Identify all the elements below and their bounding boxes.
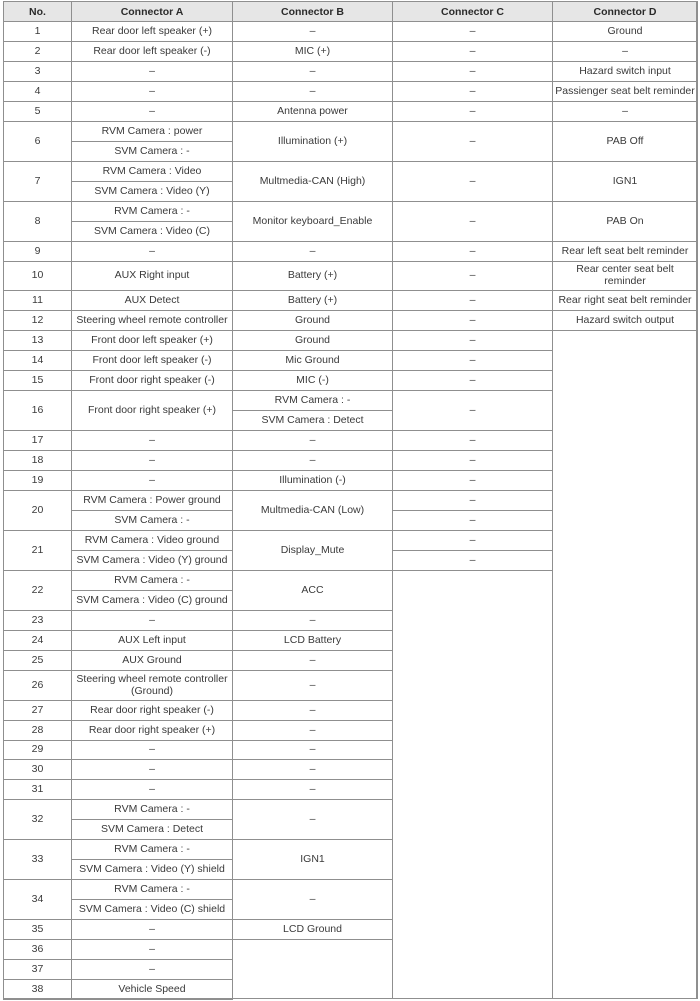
connector-c-cell: – bbox=[392, 81, 553, 102]
connector-c-cell: – bbox=[392, 550, 553, 571]
connector-b-cell: Ground bbox=[232, 330, 393, 351]
connector-a-cell: RVM Camera : - bbox=[71, 201, 233, 222]
pin-number-cell: 37 bbox=[3, 959, 72, 980]
connector-a-cell: SVM Camera : Video (Y) ground bbox=[71, 550, 233, 571]
connector-c-cell: – bbox=[392, 101, 553, 122]
connector-c-cell: – bbox=[392, 490, 553, 511]
connector-a-cell: – bbox=[71, 779, 233, 800]
connector-d-cell: Rear right seat belt reminder bbox=[552, 290, 698, 311]
connector-b-cell: Monitor keyboard_Enable bbox=[232, 201, 393, 242]
connector-pinout-table bbox=[3, 1, 697, 999]
connector-c-cell: – bbox=[392, 390, 553, 431]
pin-number-cell: 5 bbox=[3, 101, 72, 122]
pin-number-cell: 29 bbox=[3, 740, 72, 760]
connector-a-cell: Steering wheel remote controller bbox=[71, 310, 233, 331]
connector-a-cell: AUX Detect bbox=[71, 290, 233, 311]
pin-number-cell: 16 bbox=[3, 390, 72, 431]
pin-number-cell: 20 bbox=[3, 490, 72, 531]
connector-a-cell: AUX Left input bbox=[71, 630, 233, 651]
connector-c-cell: – bbox=[392, 330, 553, 351]
connector-c-cell: – bbox=[392, 530, 553, 551]
pin-number-cell: 24 bbox=[3, 630, 72, 651]
pin-number-cell: 18 bbox=[3, 450, 72, 471]
pin-number-cell: 36 bbox=[3, 939, 72, 960]
connector-a-cell: SVM Camera : Video (C) shield bbox=[71, 899, 233, 920]
connector-a-cell: SVM Camera : - bbox=[71, 510, 233, 531]
connector-a-cell: Front door right speaker (+) bbox=[71, 390, 233, 431]
connector-a-cell: – bbox=[71, 740, 233, 760]
connector-a-cell: Rear door left speaker (+) bbox=[71, 21, 233, 42]
connector-b-cell: – bbox=[232, 450, 393, 471]
connector-b-cell: – bbox=[232, 650, 393, 671]
empty-region-connector-d bbox=[552, 330, 698, 999]
pin-number-cell: 13 bbox=[3, 330, 72, 351]
connector-a-cell: – bbox=[71, 610, 233, 631]
pin-number-cell: 3 bbox=[3, 61, 72, 82]
header-connector-a: Connector A bbox=[71, 1, 233, 22]
connector-c-cell: – bbox=[392, 241, 553, 262]
pin-number-cell: 21 bbox=[3, 530, 72, 571]
connector-b-cell: Illumination (-) bbox=[232, 470, 393, 491]
connector-a-cell: Steering wheel remote controller (Ground) bbox=[71, 670, 233, 701]
pin-number-cell: 34 bbox=[3, 879, 72, 920]
pin-number-cell: 33 bbox=[3, 839, 72, 880]
connector-b-cell: – bbox=[232, 21, 393, 42]
pin-number-cell: 6 bbox=[3, 121, 72, 162]
connector-d-cell: PAB On bbox=[552, 201, 698, 242]
empty-region-connector-b bbox=[232, 939, 393, 999]
connector-d-cell: Passienger seat belt reminder bbox=[552, 81, 698, 102]
connector-c-cell: – bbox=[392, 510, 553, 531]
connector-a-cell: SVM Camera : Video (Y) bbox=[71, 181, 233, 202]
connector-c-cell: – bbox=[392, 121, 553, 162]
pin-number-cell: 19 bbox=[3, 470, 72, 491]
connector-b-cell: – bbox=[232, 879, 393, 920]
connector-a-cell: Front door left speaker (-) bbox=[71, 350, 233, 371]
connector-a-cell: – bbox=[71, 101, 233, 122]
connector-c-cell: – bbox=[392, 430, 553, 451]
pin-number-cell: 15 bbox=[3, 370, 72, 391]
connector-a-cell: AUX Ground bbox=[71, 650, 233, 671]
connector-a-cell: RVM Camera : - bbox=[71, 570, 233, 591]
connector-c-cell: – bbox=[392, 370, 553, 391]
connector-a-cell: SVM Camera : Video (C) ground bbox=[71, 590, 233, 611]
pin-number-cell: 30 bbox=[3, 759, 72, 780]
connector-b-cell: MIC (-) bbox=[232, 370, 393, 391]
connector-a-cell: Rear door right speaker (-) bbox=[71, 700, 233, 721]
connector-b-cell: IGN1 bbox=[232, 839, 393, 880]
connector-a-cell: – bbox=[71, 81, 233, 102]
connector-a-cell: Front door left speaker (+) bbox=[71, 330, 233, 351]
pin-number-cell: 35 bbox=[3, 919, 72, 940]
connector-b-cell: Battery (+) bbox=[232, 261, 393, 291]
header-connector-c: Connector C bbox=[392, 1, 553, 22]
connector-a-cell: RVM Camera : Video ground bbox=[71, 530, 233, 551]
pin-number-cell: 26 bbox=[3, 670, 72, 701]
pin-number-cell: 27 bbox=[3, 700, 72, 721]
connector-a-cell: RVM Camera : power bbox=[71, 121, 233, 142]
connector-b-cell: Display_Mute bbox=[232, 530, 393, 571]
connector-a-cell: SVM Camera : - bbox=[71, 141, 233, 162]
connector-b-cell: – bbox=[232, 81, 393, 102]
pin-number-cell: 12 bbox=[3, 310, 72, 331]
connector-b-cell: Ground bbox=[232, 310, 393, 331]
connector-a-cell: – bbox=[71, 759, 233, 780]
pin-number-cell: 38 bbox=[3, 979, 72, 1000]
connector-c-cell: – bbox=[392, 21, 553, 42]
connector-a-cell: Vehicle Speed bbox=[71, 979, 233, 1000]
connector-a-cell: – bbox=[71, 61, 233, 82]
empty-region-connector-c bbox=[392, 570, 553, 999]
connector-c-cell: – bbox=[392, 41, 553, 62]
connector-b-cell: – bbox=[232, 241, 393, 262]
connector-d-cell: – bbox=[552, 41, 698, 62]
connector-b-cell: – bbox=[232, 700, 393, 721]
connector-d-cell: IGN1 bbox=[552, 161, 698, 202]
connector-c-cell: – bbox=[392, 161, 553, 202]
connector-b-cell: Antenna power bbox=[232, 101, 393, 122]
connector-b-cell: Multmedia-CAN (High) bbox=[232, 161, 393, 202]
pin-number-cell: 22 bbox=[3, 570, 72, 611]
connector-b-cell: ACC bbox=[232, 570, 393, 611]
connector-b-cell: SVM Camera : Detect bbox=[232, 410, 393, 431]
connector-d-cell: Hazard switch output bbox=[552, 310, 698, 331]
pin-number-cell: 28 bbox=[3, 720, 72, 741]
connector-c-cell: – bbox=[392, 261, 553, 291]
connector-a-cell: SVM Camera : Video (Y) shield bbox=[71, 859, 233, 880]
connector-a-cell: RVM Camera : Power ground bbox=[71, 490, 233, 511]
pin-number-cell: 8 bbox=[3, 201, 72, 242]
pin-number-cell: 25 bbox=[3, 650, 72, 671]
connector-a-cell: – bbox=[71, 430, 233, 451]
connector-d-cell: Rear center seat belt reminder bbox=[552, 261, 698, 291]
connector-b-cell: – bbox=[232, 720, 393, 741]
connector-a-cell: – bbox=[71, 959, 233, 980]
pin-number-cell: 1 bbox=[3, 21, 72, 42]
connector-b-cell: – bbox=[232, 610, 393, 631]
header-connector-b: Connector B bbox=[232, 1, 393, 22]
connector-c-cell: – bbox=[392, 290, 553, 311]
connector-b-cell: – bbox=[232, 759, 393, 780]
connector-d-cell: – bbox=[552, 101, 698, 122]
connector-b-cell: MIC (+) bbox=[232, 41, 393, 62]
connector-a-cell: Front door right speaker (-) bbox=[71, 370, 233, 391]
connector-b-cell: – bbox=[232, 430, 393, 451]
pin-number-cell: 7 bbox=[3, 161, 72, 202]
connector-d-cell: Hazard switch input bbox=[552, 61, 698, 82]
header-no: No. bbox=[3, 1, 72, 22]
connector-a-cell: RVM Camera : - bbox=[71, 839, 233, 860]
connector-a-cell: RVM Camera : - bbox=[71, 799, 233, 820]
connector-c-cell: – bbox=[392, 61, 553, 82]
pin-number-cell: 23 bbox=[3, 610, 72, 631]
connector-b-cell: – bbox=[232, 670, 393, 701]
pin-number-cell: 11 bbox=[3, 290, 72, 311]
connector-a-cell: Rear door right speaker (+) bbox=[71, 720, 233, 741]
connector-a-cell: Rear door left speaker (-) bbox=[71, 41, 233, 62]
connector-b-cell: – bbox=[232, 740, 393, 760]
connector-b-cell: RVM Camera : - bbox=[232, 390, 393, 411]
connector-a-cell: RVM Camera : Video bbox=[71, 161, 233, 182]
connector-a-cell: AUX Right input bbox=[71, 261, 233, 291]
connector-a-cell: – bbox=[71, 241, 233, 262]
connector-a-cell: – bbox=[71, 470, 233, 491]
connector-a-cell: – bbox=[71, 939, 233, 960]
connector-d-cell: Rear left seat belt reminder bbox=[552, 241, 698, 262]
connector-c-cell: – bbox=[392, 450, 553, 471]
connector-c-cell: – bbox=[392, 350, 553, 371]
pin-number-cell: 2 bbox=[3, 41, 72, 62]
connector-c-cell: – bbox=[392, 201, 553, 242]
pin-number-cell: 14 bbox=[3, 350, 72, 371]
header-connector-d: Connector D bbox=[552, 1, 698, 22]
connector-b-cell: Mic Ground bbox=[232, 350, 393, 371]
connector-b-cell: LCD Battery bbox=[232, 630, 393, 651]
connector-b-cell: Battery (+) bbox=[232, 290, 393, 311]
pin-number-cell: 4 bbox=[3, 81, 72, 102]
connector-a-cell: – bbox=[71, 450, 233, 471]
connector-a-cell: RVM Camera : - bbox=[71, 879, 233, 900]
connector-b-cell: Illumination (+) bbox=[232, 121, 393, 162]
connector-d-cell: Ground bbox=[552, 21, 698, 42]
pin-number-cell: 31 bbox=[3, 779, 72, 800]
connector-b-cell: – bbox=[232, 61, 393, 82]
connector-a-cell: SVM Camera : Detect bbox=[71, 819, 233, 840]
connector-b-cell: Multmedia-CAN (Low) bbox=[232, 490, 393, 531]
connector-b-cell: – bbox=[232, 799, 393, 840]
connector-a-cell: – bbox=[71, 919, 233, 940]
connector-c-cell: – bbox=[392, 310, 553, 331]
pin-number-cell: 10 bbox=[3, 261, 72, 291]
connector-b-cell: LCD Ground bbox=[232, 919, 393, 940]
pin-number-cell: 17 bbox=[3, 430, 72, 451]
connector-c-cell: – bbox=[392, 470, 553, 491]
pin-number-cell: 32 bbox=[3, 799, 72, 840]
connector-a-cell: SVM Camera : Video (C) bbox=[71, 221, 233, 242]
connector-b-cell: – bbox=[232, 779, 393, 800]
pin-number-cell: 9 bbox=[3, 241, 72, 262]
connector-d-cell: PAB Off bbox=[552, 121, 698, 162]
